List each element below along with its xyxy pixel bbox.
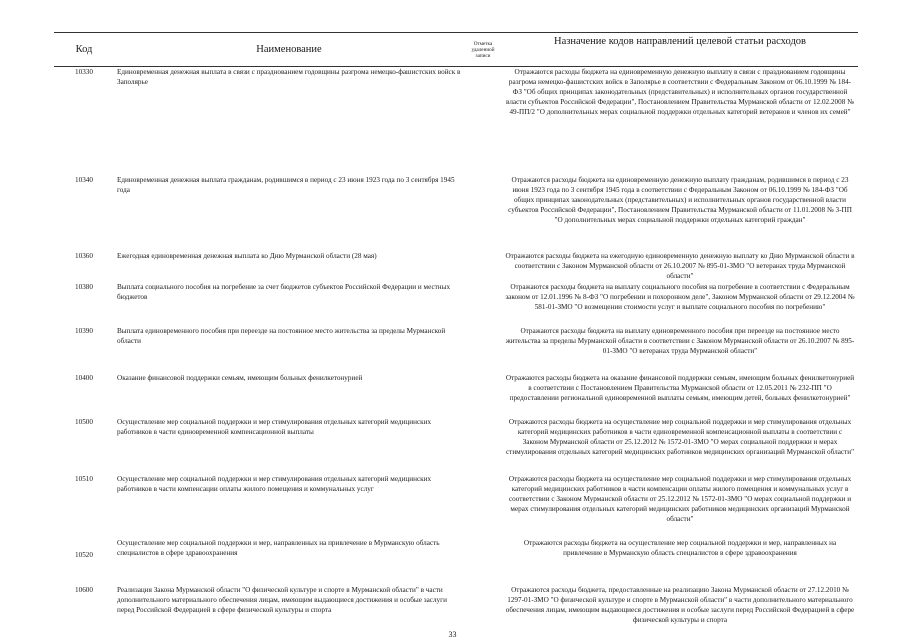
table-header-row [54, 33, 858, 67]
table-row [54, 282, 858, 326]
row-deleted-mark [464, 282, 502, 326]
row-code: 10500 [75, 418, 93, 426]
row-name: Единовременная денежная выплата гражданам, родившимся в период с 23 июня 1923 года по 3 сентября 1945 года [117, 176, 455, 195]
row-code: 10520 [75, 551, 93, 559]
table-row [54, 373, 858, 417]
table-row [54, 538, 858, 585]
row-name: Выплата единовременного пособия при переезде на постоянное место жительства за пределы Мурманской области [117, 327, 446, 346]
row-name: Единовременная денежная выплата в связи с празднованием годовщины разгрома немецко-фашистских войск в Заполярье [117, 68, 461, 87]
row-description: Отражаются расходы бюджета на осуществление мер социальной поддержки и мер стимулирования отдельных категорий медицинских работников в части компенсации оплаты жилого помещения и коммунальных услуг в соответствии с Законом Мурманской области от 25.12.2012 № 1572-01-ЗМО "О мерах социальной поддержки и мерах стимулирования отдельных категорий медицинских работников медицинских организаций Мурманской области" [508, 475, 852, 524]
table-row [54, 585, 858, 635]
page-number: 33 [448, 630, 457, 639]
row-code: 10390 [75, 327, 93, 335]
row-description: Отражаются расходы бюджета на единовременную денежную выплату в связи с празднованием годовщины разгрома немецко-фашистских войск в Заполярье в соответствии с Федеральным Законом от 06.10.1999 № 184-ФЗ "Об общих принципах законодательных (представительных) и исполнительных органов государственной власти субъектов Российской Федерации", Постановлением Правительства Мурманской области от 12.02.2008 № 49-ПП/2 "О дополнительных мерах социальной поддержки отдельных категорий ветеранов и членов их семей" [506, 68, 854, 117]
table-row [54, 417, 858, 474]
header-code: Код [54, 33, 114, 67]
row-name: Ежегодная единовременная денежная выплата ко Дню Мурманской области (28 мая) [117, 252, 377, 260]
table-row [54, 326, 858, 373]
row-description: Отражаются расходы бюджета на выплату социального пособия на погребение в соответствии с Федеральным законом от 12.01.1996 № 8-ФЗ "О погребении и похоронном деле", Законом Мурманской области от 29.12.2004 № 581-01-ЗМО "О возмещении стоимости услуг и выплате социального пособия по погребению" [505, 283, 855, 312]
header-deleted-mark: Отметка удаленной записи [464, 33, 502, 67]
row-description: Отражаются расходы бюджета на осуществление мер социальной поддержки и мер, направленных на привлечение в Мурманскую область специалистов в сфере здравоохранения [523, 539, 837, 558]
row-name: Выплата социального пособия на погребение за счет бюджетов субъектов Российской Федерации и местных бюджетов [117, 283, 451, 302]
row-name: Осуществление мер социальной поддержки и мер стимулирования отдельных категорий медицинских работников в части компенсации оплаты жилого помещения и коммунальных услуг [117, 475, 432, 494]
row-description: Отражаются расходы бюджета на ежегодную единовременную денежную выплату ко Дню Мурманской области в соответствии с Законом Мурманской области от 26.10.2007 № 895-01-ЗМО "О ветеранах труда Мурманской области" [505, 252, 855, 281]
row-deleted-mark [464, 175, 502, 251]
row-deleted-mark [464, 326, 502, 373]
row-deleted-mark [464, 251, 502, 282]
table-row [54, 175, 858, 251]
row-name: Осуществление мер социальной поддержки и мер, направленных на привлечение в Мурманскую область специалистов в сфере здравоохранения [117, 539, 440, 558]
row-code: 10510 [75, 475, 93, 483]
table-row [54, 251, 858, 282]
row-deleted-mark [464, 67, 502, 176]
row-code: 10400 [75, 374, 93, 382]
row-description: Отражаются расходы бюджета на осуществление мер социальной поддержки и мер стимулирования отдельных категорий медицинских работников в части единовременной компенсационной выплаты в соответствии с Законом Мурманской области от 25.12.2012 № 1572-01-ЗМО "О мерах социальной поддержки и мерах стимулирования отдельных категорий медицинских работников медицинских организаций Мурманской области" [505, 418, 854, 457]
row-code: 10330 [75, 68, 93, 76]
row-description: Отражаются расходы бюджета, предоставленные на реализацию Закона Мурманской области от 27.12.2010 № 1297-01-ЗМО "О физической культуре и спорте в Мурманской области" в части дополнительного материального обеспечения лицам, имеющим выдающиеся достижения и особые заслуги перед Российской Федерацией в сфере физической культуры и спорта [505, 586, 855, 625]
table-row [54, 67, 858, 176]
row-deleted-mark [464, 538, 502, 585]
row-code: 10600 [75, 586, 93, 594]
table-row [54, 474, 858, 538]
header-description: Назначение кодов направлений целевой статьи расходов [502, 33, 858, 67]
row-name: Реализация Закона Мурманской области "О физической культуре и спорте в Мурманской области" в части дополнительного материального обеспечения лицам, имеющим выдающиеся достижения и особые заслуги перед Российской Федерацией в сфере физической культуры и спорта [117, 586, 447, 615]
row-code: 10380 [75, 283, 93, 291]
row-name: Оказание финансовой поддержки семьям, имеющим больных фенилкетонурией [117, 374, 363, 382]
row-code: 10340 [75, 176, 93, 184]
row-deleted-mark [464, 474, 502, 538]
row-deleted-mark [464, 417, 502, 474]
row-description: Отражаются расходы бюджета на оказание финансовой поддержки семьям, имеющим больных фенилкетонурией в соответствии с Постановлением Правительства Мурманской области от 12.05.2011 № 232-ПП "О предоставлении региональной единовременной выплаты семьям, имеющим детей, больных фенилкетонурией" [505, 374, 855, 403]
header-name: Наименование [114, 33, 464, 67]
row-description: Отражаются расходы бюджета на единовременную денежную выплату гражданам, родившимся в период с 23 июня 1923 года по 3 сентября 1945 года в соответствии с Федеральным Законом от 06.10.1999 № 184-ФЗ "Об общих принципах законодательных (представительных) и исполнительных органов государственной власти субъектов Российской Федерации", Постановлением Правительства Мурманской области от 11.01.2008 № 3-ПП "О дополнительных мерах социальной поддержки отдельных категорий граждан" [508, 176, 852, 225]
budget-codes-table [54, 32, 858, 635]
row-description: Отражаются расходы бюджета на выплату единовременного пособия при переезде на постоянное место жительства за пределы Мурманской области в соответствии с Законом Мурманской области от 26.10.2007 № 895-01-ЗМО "О ветеранах труда Мурманской области" [505, 327, 855, 356]
row-code: 10360 [75, 252, 93, 260]
row-name: Осуществление мер социальной поддержки и мер стимулирования отдельных категорий медицинских работников в части единовременной компенсационной выплаты [117, 418, 432, 437]
row-deleted-mark [464, 373, 502, 417]
row-deleted-mark [464, 585, 502, 635]
